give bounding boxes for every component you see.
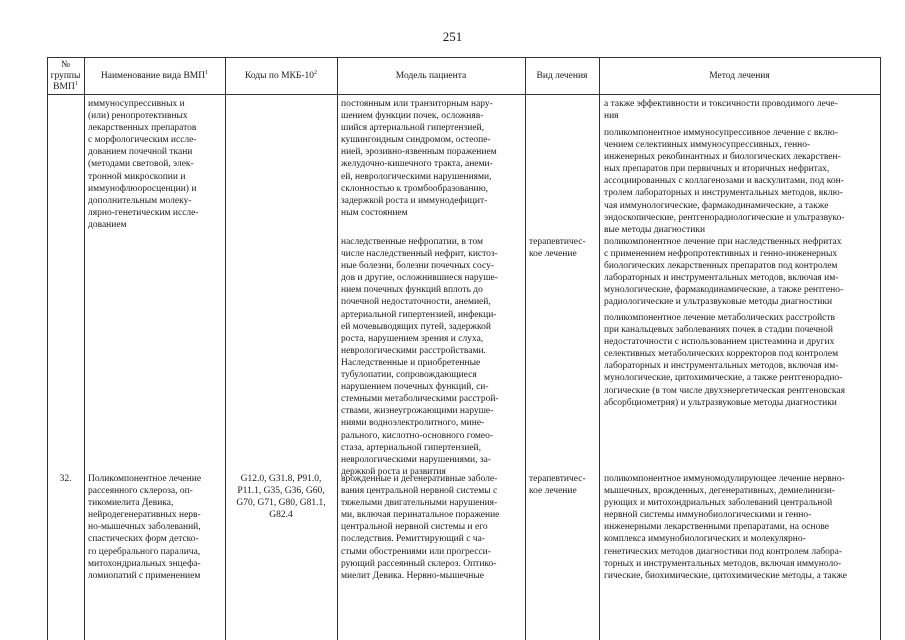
column-divider-3 (337, 57, 338, 640)
column-divider-4 (525, 57, 526, 640)
column-divider-2 (225, 57, 226, 640)
row1-method-2: поликомпонентное иммуносупрессивное лечение с вклю- чением селективных иммуносупрессивных, генно- инженерных рекобинантных и биологических лекарствен- ных препаратов при первичных и вторичных нефритах, ассоциированных с коллагенозами и васкулитами, под кон- тролем лабораторных и инструментальных методов, вклю- чая иммунологические, фармакодинамические, а также эндоскопические, рентгенорадиологические и ультразвуко- вые методы диагностики (604, 128, 845, 235)
row2-treatment-kind: терапевтичес- кое лечение (529, 237, 586, 260)
row1-vmp-name: иммуносупрессивных и (или) ренопротективных лекарственных препаратов с морфологическим иссле- дованием почечной ткани (методами световой, элек- тронной микроскопии и иммунофлюоросценции) и дополнительным молеку- лярно-генетическим иссле- дованием (88, 99, 199, 230)
header-patient-model-text: Модель пациента (395, 70, 467, 81)
header-treatment-kind (525, 58, 599, 94)
header-group-number (47, 58, 84, 94)
row3-icd-codes: G12.0, G31.8, P91.0, P11.1, G35, G36, G60, G70, G71, G80, G81.1, G82.4 (236, 474, 326, 521)
row2-method-1: поликомпонентное лечение при наследственных нефритах с применением нефропротективных и генно-инженерных биологических лекарственных препаратов под контролем лабораторных и инструментальных методов, включая им- мунологические, фармакодинамические, а также рентгено- радиологические и ультразвуковые методы диагностики (604, 237, 844, 308)
header-icd-codes (225, 58, 337, 94)
row3-group-number: 32. (59, 474, 72, 484)
row3-treatment-method: поликомпонентное иммуномодулирующее лечение нервно- мышечных, врожденных, дегенеративных, демиелинизи- рующих и митохондриальных заболеваний центральной нервной системы иммунобиологическими и генно- инженерными лекарственными препаратами, на основе комплекса иммунобиологических и молекулярно- генетических методов диагностики под контролем лабора- торных и инструментальных методов, включая иммуноло- гические, биохимические, цитохимические методы, а также (604, 474, 847, 581)
header-treatment-kind-text: Вид лечения (536, 70, 588, 81)
column-divider-5 (599, 57, 600, 640)
table-border-left (47, 57, 48, 640)
footnote-mark: 1 (205, 69, 209, 76)
header-patient-model (337, 58, 525, 94)
header-vmp-name (84, 58, 225, 94)
table-border-right (880, 57, 881, 640)
row3-vmp-name: Поликомпонентное лечение рассеянного склероза, оп- тикомиелита Девика, нейродегенеративных нерв- но-мышечных заболеваний, спастических форм детско- го церебрального паралича, митохондриальных энцефа- ломиопатий с применением (88, 474, 202, 581)
header-bottom-border (47, 94, 880, 95)
column-divider-1 (84, 57, 85, 640)
header-treatment-method-text: Метод лечения (709, 70, 770, 81)
row1-method-1: а также эффективности и токсичности проводимого лече- ния (604, 99, 838, 122)
header-group-number-text: № группы ВМП (50, 59, 81, 92)
row1-patient-model: постоянным или транзиторным нару- шением функции почек, осложняв- шийся артериальной гипертензией, кушингоидным синдромом, остеопе- нией, эрозивно-язвенным поражением желудочно-кишечного тракта, анеми- ей, неврологическими нарушениями, склонностью к тромбообразованию, задержкой роста и иммунодефицит- ным состоянием (341, 99, 497, 218)
footnote-mark: 2 (314, 69, 318, 76)
row2-patient-model: наследственные нефропатии, в том числе наследственный нефрит, кистоз- ные болезни, болезни почечных сосу- дов и другие, осложнившиеся наруше- нием почечных функций вплоть до почечной недостаточности, анемией, артериальной гипертензией, инфекци- ей мочевыводящих путей, задержкой роста, нарушением зрения и слуха, неврологическими расстройствами. Наследственные и приобретенные тубулопатии, сопровождающиеся нарушением почечных функций, си- стемными метаболическими расстрой- ствами, жизнеугрожающими наруше- ниями водноэлектролитного, мине- рального, кислотно-основного гомео- стаза, артериальной гипертензией, неврологическими нарушениями, за- держкой роста и развития (341, 237, 499, 477)
row3-treatment-kind: терапевтичес- кое лечение (529, 474, 586, 497)
header-vmp-name-text: Наименование вида ВМП (100, 70, 206, 81)
row2-method-2: поликомпонентное лечение метаболических расстройств при канальцевых заболеваниях почек в стадии почечной недостаточности с использованием цистеамина и других селективных метаболических корректоров под контролем лабораторных и инструментальных методов, включая им- мунологические, цитохимические, а также рентгенорадио- логические (в том числе двухэнергетическая рентгеновская абсорбциометрия) и ультразвуковые методы диагностики (604, 313, 845, 408)
header-icd-codes-text: Коды по МКБ-10 (244, 70, 315, 81)
header-treatment-method (599, 58, 880, 94)
row3-patient-model: врожденные и дегенеративные заболе- вания центральной нервной системы с тяжелыми двигательными нарушения- ми, включая перинатальное поражение центральной нервной системы и его последствия. Ремиттирующий с ча- стыми обострениями или прогресси- рующий рассеянный склероз. Оптико- миелит Девика. Нервно-мышечные (341, 474, 500, 581)
page-number: 251 (442, 29, 463, 44)
footnote-mark: 1 (74, 80, 78, 87)
